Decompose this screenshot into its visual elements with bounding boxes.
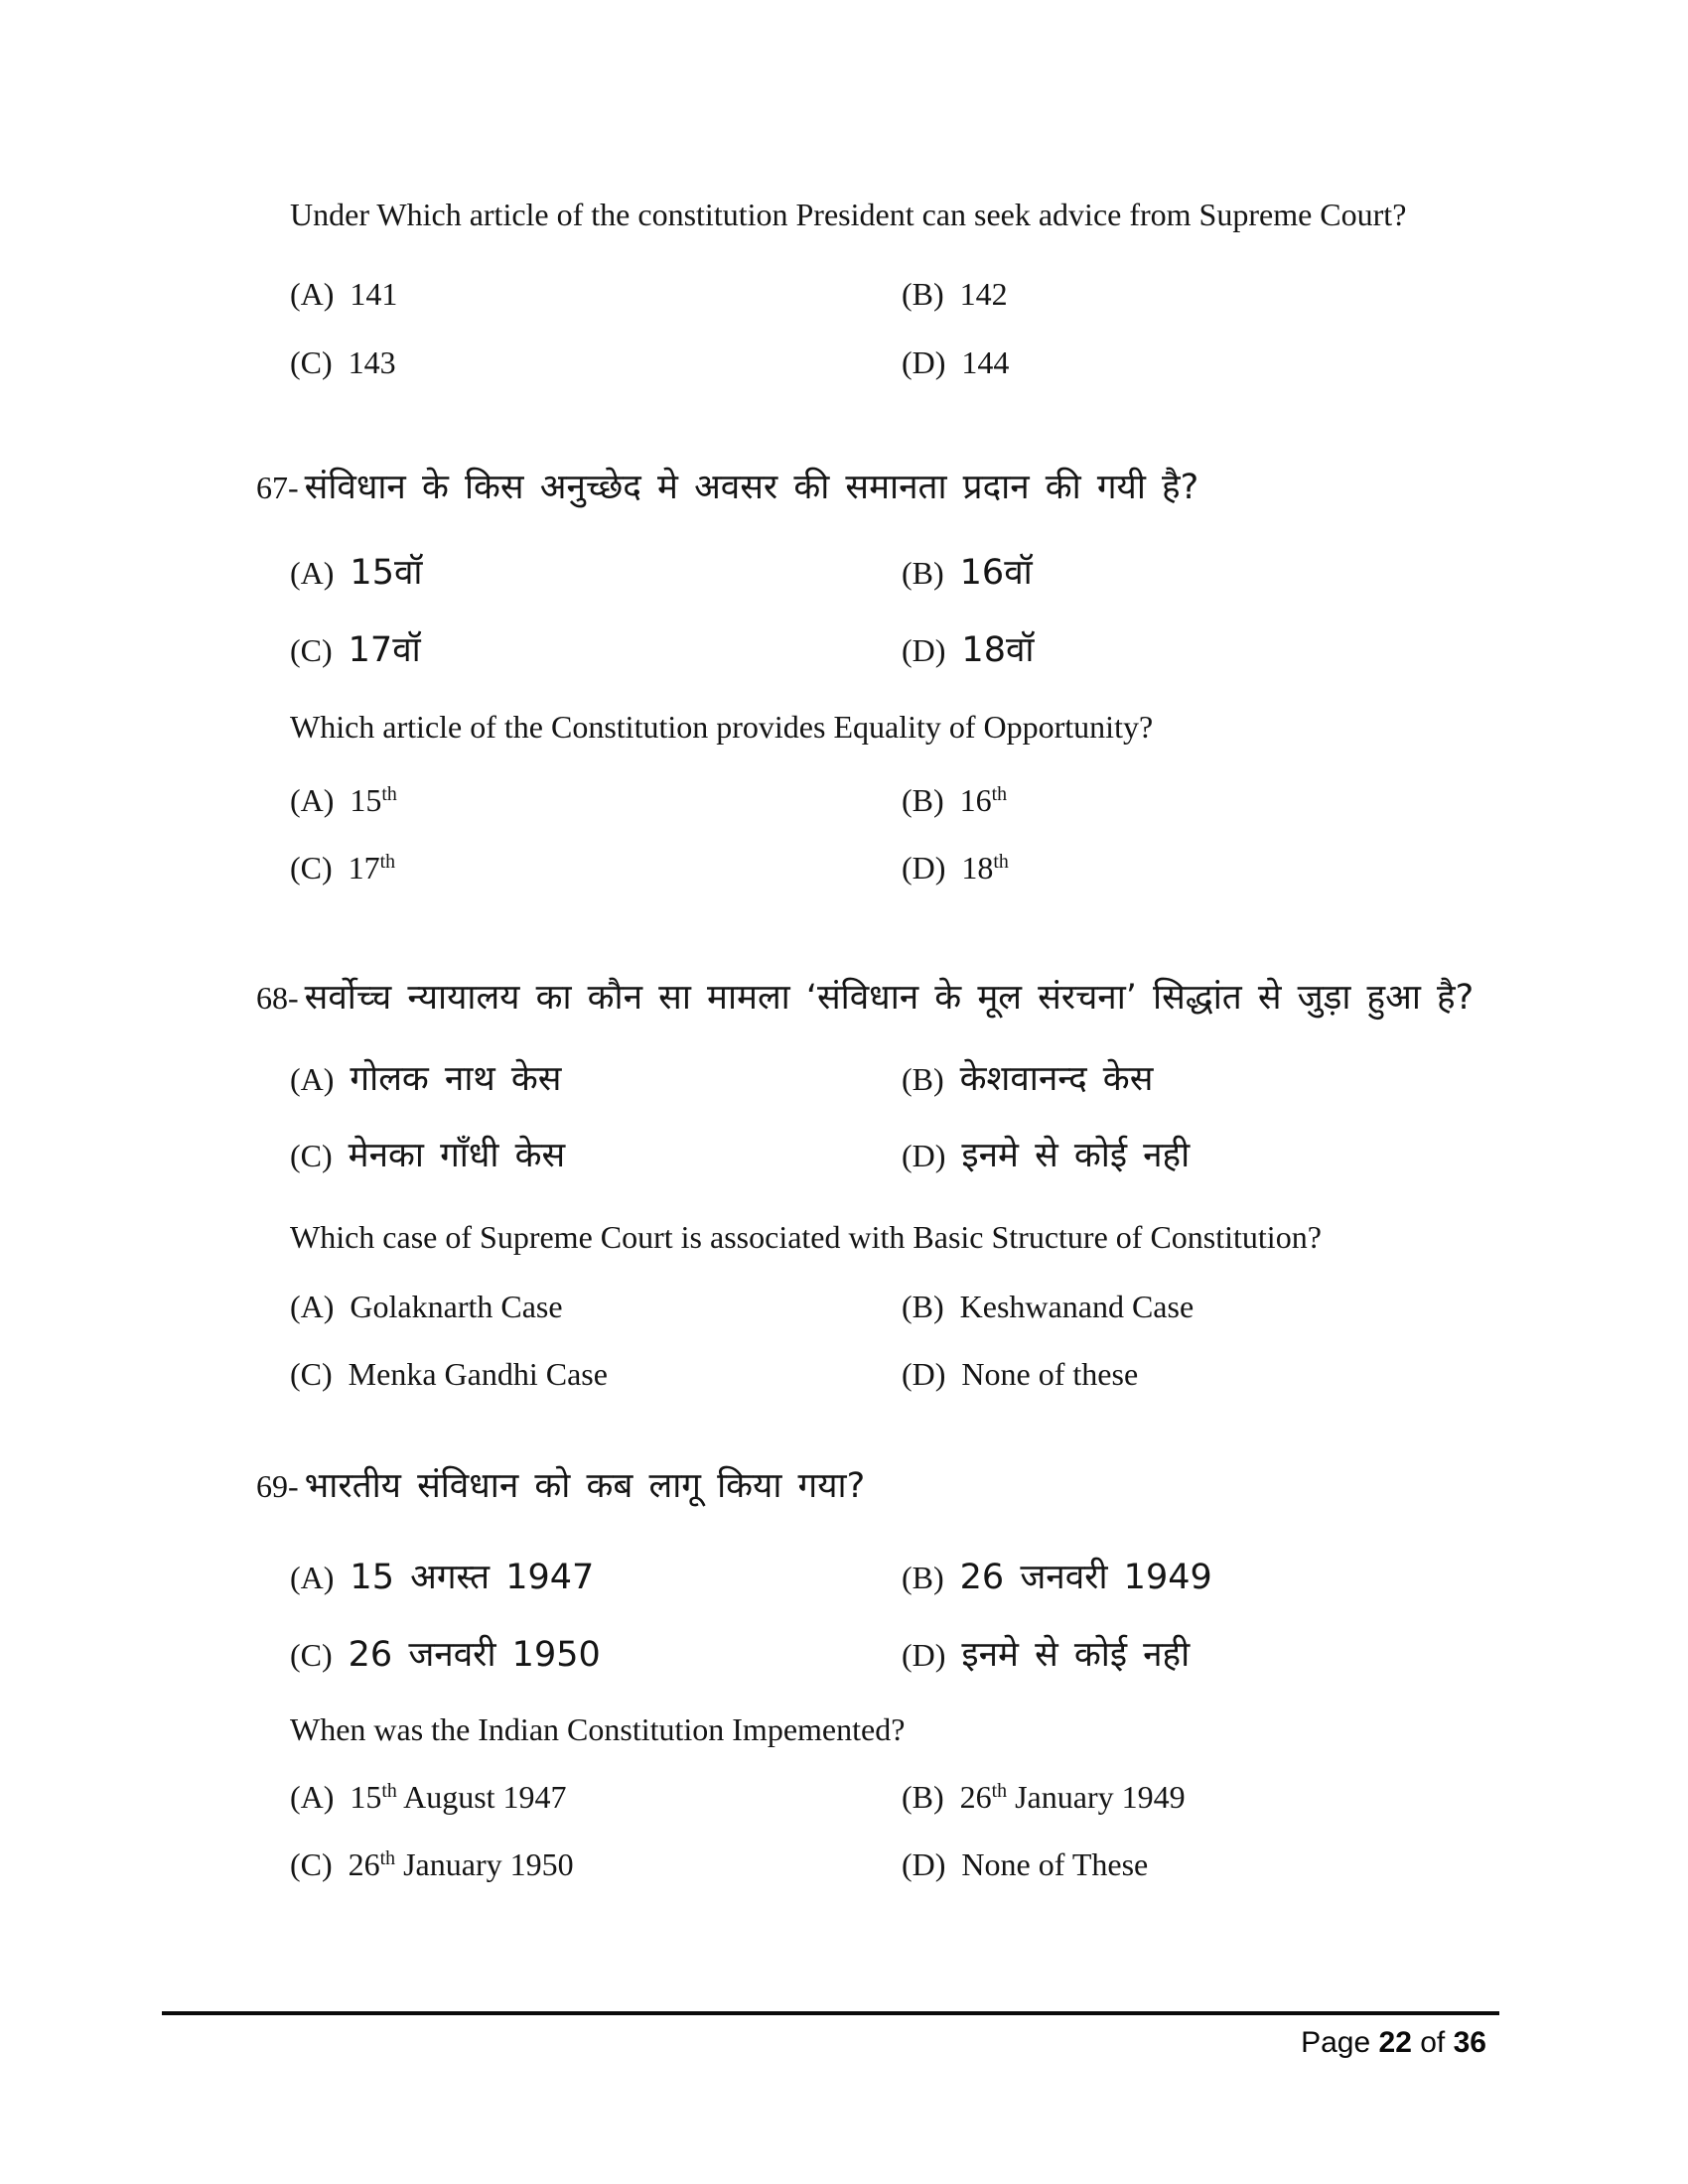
option-label: (D) (902, 1356, 946, 1392)
option-c (290, 848, 395, 887)
footer-current-page: 22 (1378, 2026, 1412, 2059)
option-label: (A) (290, 276, 335, 312)
option-label: (B) (902, 276, 944, 312)
question-text: भारतीय संविधान को कब लागू किया गया? (304, 1466, 866, 1506)
option-d (902, 1634, 1190, 1678)
option-c (290, 629, 421, 673)
question-number: 69- (256, 1468, 299, 1504)
option-value: 16वॉ (959, 553, 1033, 593)
option-value: 15वॉ (350, 553, 423, 593)
option-d (902, 848, 1009, 887)
question-text: When was the Indian Constitution Impemented? (290, 1711, 906, 1747)
option-label: (A) (290, 555, 335, 591)
option-value: None of These (961, 1846, 1149, 1882)
question-69-hindi (256, 1465, 865, 1509)
question-68-english (290, 1217, 1322, 1257)
option-value: 16th (959, 782, 1008, 818)
option-c (290, 342, 396, 382)
superscript: th (381, 783, 397, 806)
footer-divider-rule (162, 2011, 1499, 2015)
footer-word-page: Page (1301, 2026, 1371, 2059)
option-label: (B) (902, 1560, 944, 1595)
question-text-en (290, 195, 1406, 234)
question-number: 67- (256, 470, 299, 505)
option-label: (B) (902, 1061, 944, 1097)
option-value: 26 जनवरी 1950 (348, 1635, 601, 1675)
page-number-text (1301, 2025, 1486, 2061)
option-a (290, 1777, 567, 1817)
superscript: th (993, 851, 1009, 874)
option-d (902, 1844, 1148, 1884)
option-value: 17th (348, 850, 396, 886)
option-label: (D) (902, 1637, 946, 1673)
option-label: (D) (902, 850, 946, 886)
option-label: (B) (902, 1289, 944, 1324)
option-b (902, 1287, 1194, 1326)
option-value: केशवानन्द केस (959, 1059, 1154, 1099)
option-b (902, 274, 1008, 314)
option-label: (B) (902, 782, 944, 818)
question-text: Which article of the Constitution provides Equality of Opportunity? (290, 709, 1154, 745)
option-label: (C) (290, 1637, 333, 1673)
option-value: 15 अगस्त 1947 (350, 1558, 595, 1597)
option-a (290, 1287, 563, 1326)
question-text: संविधान के किस अनुच्छेद मे अवसर की समानता प्रदान की गयी है? (304, 468, 1199, 507)
option-b (902, 1058, 1153, 1102)
option-value: मेनका गाँधी केस (348, 1136, 566, 1175)
option-d (902, 629, 1034, 673)
option-a (290, 1058, 561, 1102)
option-label: (C) (290, 632, 333, 668)
option-label: (A) (290, 782, 335, 818)
option-b (902, 1777, 1186, 1817)
footer-total-pages: 36 (1453, 2026, 1486, 2059)
question-67-english (290, 707, 1153, 747)
option-label: (C) (290, 1846, 333, 1882)
option-value: 18वॉ (961, 630, 1035, 670)
option-c (290, 1844, 574, 1884)
option-label: (D) (902, 344, 946, 380)
option-a (290, 552, 422, 596)
option-value: 26th January 1950 (348, 1846, 574, 1882)
option-c (290, 1354, 608, 1394)
option-value: 26 जनवरी 1949 (959, 1558, 1212, 1597)
option-b (902, 552, 1033, 596)
option-value: 142 (959, 276, 1008, 312)
option-d (902, 1135, 1190, 1178)
option-value: 141 (350, 276, 398, 312)
option-value: 17वॉ (348, 630, 421, 670)
option-label: (C) (290, 1138, 333, 1173)
superscript: th (381, 1780, 397, 1803)
option-label: (D) (902, 1846, 946, 1882)
option-label: (C) (290, 1356, 333, 1392)
superscript: th (379, 851, 396, 874)
question-69-english (290, 1709, 905, 1749)
option-label: (A) (290, 1560, 335, 1595)
option-value: 15th (350, 782, 397, 818)
option-value: 143 (348, 344, 396, 380)
option-value: 26th January 1949 (959, 1779, 1186, 1815)
question-68-hindi (256, 977, 1474, 1021)
option-value: Keshwanand Case (959, 1289, 1195, 1324)
option-b (902, 1557, 1212, 1600)
option-value: इनमे से कोई नही (961, 1136, 1191, 1175)
option-label: (A) (290, 1061, 335, 1097)
superscript: th (991, 783, 1008, 806)
option-value: गोलक नाथ केस (350, 1059, 562, 1099)
option-label: (C) (290, 344, 333, 380)
option-a (290, 780, 397, 820)
footer-word-of: of (1420, 2026, 1446, 2059)
option-value: Menka Gandhi Case (348, 1356, 608, 1392)
option-value: None of these (961, 1356, 1139, 1392)
option-d (902, 1354, 1138, 1394)
question-text: Under Which article of the constitution President can seek advice from Supreme Court? (290, 197, 1407, 232)
option-value: 144 (961, 344, 1010, 380)
option-label: (A) (290, 1779, 335, 1815)
option-label: (A) (290, 1289, 335, 1324)
option-label: (B) (902, 1779, 944, 1815)
option-value: 15th August 1947 (350, 1779, 567, 1815)
superscript: th (379, 1847, 396, 1870)
option-d (902, 342, 1009, 382)
question-text: सर्वोच्च न्यायालय का कौन सा मामला ‘संविधान के मूल संरचना’ सिद्धांत से जुड़ा हुआ है? (304, 978, 1475, 1018)
option-label: (D) (902, 632, 946, 668)
option-b (902, 780, 1007, 820)
option-label: (D) (902, 1138, 946, 1173)
option-c (290, 1634, 601, 1678)
option-value: इनमे से कोई नही (961, 1635, 1191, 1675)
option-c (290, 1135, 565, 1178)
option-label: (C) (290, 850, 333, 886)
question-number: 68- (256, 980, 299, 1016)
superscript: th (991, 1780, 1008, 1803)
option-a (290, 274, 397, 314)
question-67-hindi (256, 467, 1198, 510)
option-value: 18th (961, 850, 1009, 886)
option-a (290, 1557, 594, 1600)
option-value: Golaknarth Case (350, 1289, 563, 1324)
question-text: Which case of Supreme Court is associated with Basic Structure of Constitution? (290, 1219, 1322, 1255)
option-label: (B) (902, 555, 944, 591)
